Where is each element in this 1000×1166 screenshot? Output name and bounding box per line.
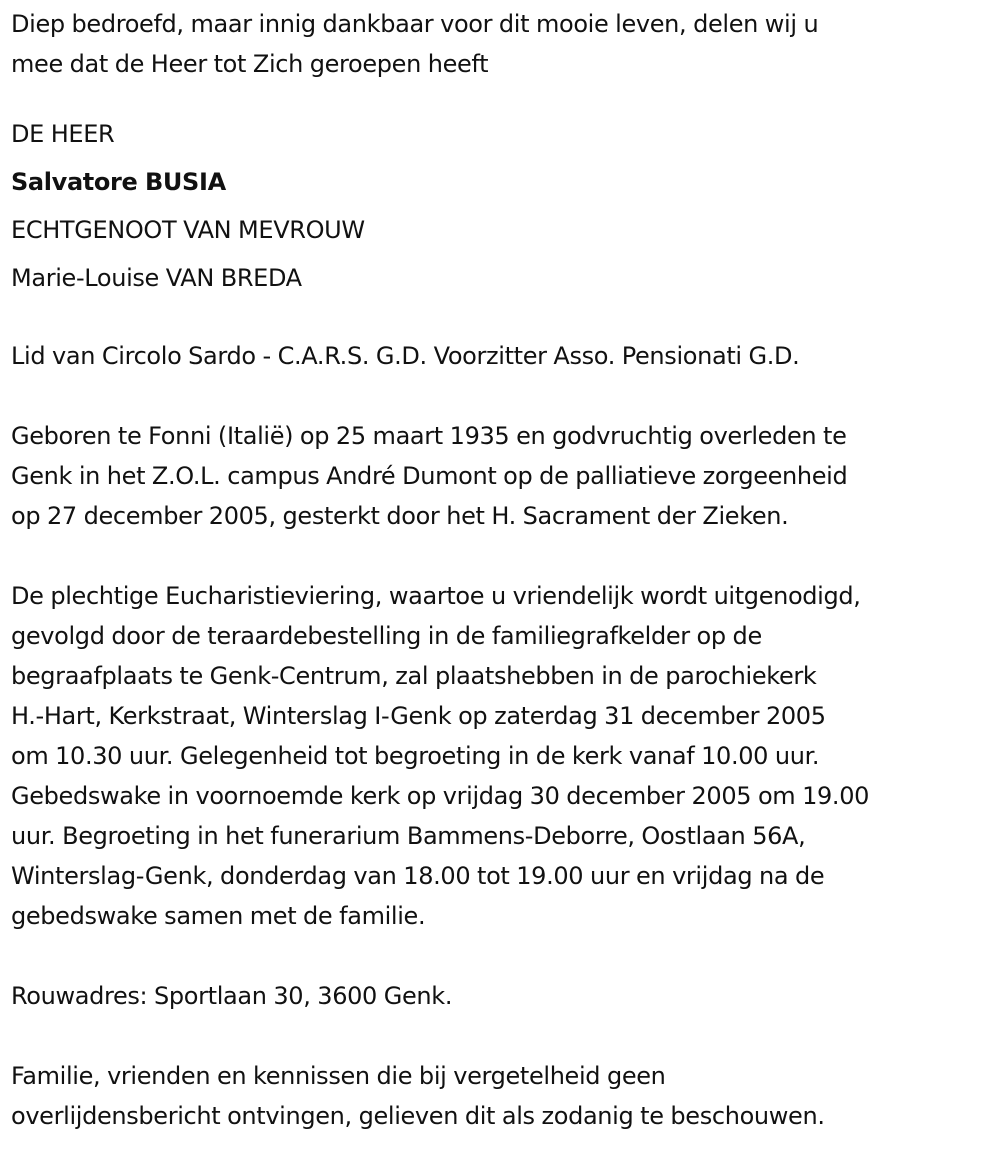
text-line: Genk in het Z.O.L. campus André Dumont op de palliatieve zorgeenheid [11,462,848,490]
text-line: overlijdensbericht ontvingen, gelieven dit als zodanig te beschouwen. [11,1102,825,1130]
membership-paragraph [11,336,996,376]
text-line: Diep bedroefd, maar innig dankbaar voor dit mooie leven, delen wij u [11,10,819,38]
address-paragraph [11,976,996,1016]
text-line: op 27 december 2005, gesterkt door het H. Sacrament der Zieken. [11,502,789,530]
deceased-title: DE HEER [11,120,115,148]
text-line: uur. Begroeting in het funerarium Bammens-Deborre, Oostlaan 56A, [11,822,806,850]
text-line: mee dat de Heer tot Zich geroepen heeft [11,50,489,78]
text-line: gebedswake samen met de familie. [11,902,426,930]
spouse-name: Marie-Louise VAN BREDA [11,264,302,292]
text-line: H.-Hart, Kerkstraat, Winterslag I-Genk op zaterdag 31 december 2005 [11,702,826,730]
deceased-block [11,110,996,302]
text-line: Familie, vrienden en kennissen die bij vergetelheid geen [11,1062,666,1090]
birth-death-paragraph [11,416,996,536]
deceased-relation: ECHTGENOOT VAN MEVROUW [11,216,365,244]
obituary-notice [11,4,996,1136]
text-line: Geboren te Fonni (Italië) op 25 maart 1935 en godvruchtig overleden te [11,422,847,450]
text-line: Lid van Circolo Sardo - C.A.R.S. G.D. Voorzitter Asso. Pensionati G.D. [11,342,800,370]
closing-paragraph [11,1056,996,1136]
text-line: begraafplaats te Genk-Centrum, zal plaatshebben in de parochiekerk [11,662,817,690]
deceased-name: Salvatore BUSIA [11,168,226,196]
text-line: Gebedswake in voornoemde kerk op vrijdag 30 december 2005 om 19.00 [11,782,870,810]
text-line: De plechtige Eucharistieviering, waartoe u vriendelijk wordt uitgenodigd, [11,582,861,610]
text-line: om 10.30 uur. Gelegenheid tot begroeting in de kerk vanaf 10.00 uur. [11,742,820,770]
text-line: Rouwadres: Sportlaan 30, 3600 Genk. [11,982,453,1010]
text-line: gevolgd door de teraardebestelling in de familiegrafkelder op de [11,622,762,650]
intro-paragraph [11,4,996,84]
ceremony-paragraph [11,576,996,936]
text-line: Winterslag-Genk, donderdag van 18.00 tot 19.00 uur en vrijdag na de [11,862,825,890]
